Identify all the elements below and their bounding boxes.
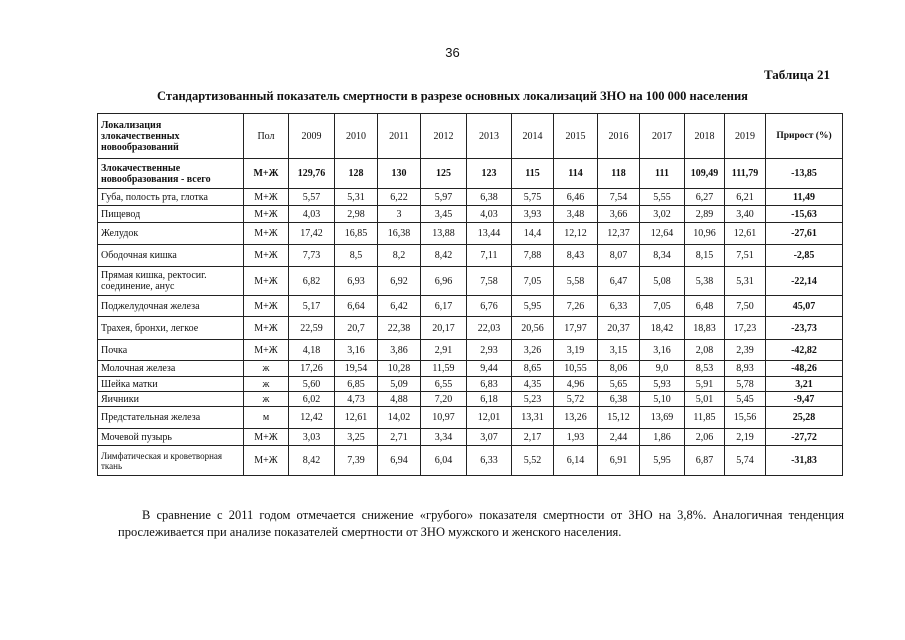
value-cell: 17,26	[289, 361, 335, 377]
sex-cell: М+Ж	[244, 296, 289, 317]
localization-cell: Пищевод	[98, 206, 244, 223]
value-cell: 7,26	[554, 296, 598, 317]
value-cell: 6,42	[378, 296, 421, 317]
table-row	[98, 189, 843, 206]
sex-cell: М+Ж	[244, 446, 289, 476]
table-body	[98, 159, 843, 476]
value-cell: 109,49	[685, 159, 725, 189]
growth-cell: -13,85	[766, 159, 843, 189]
value-cell: 4,96	[554, 377, 598, 392]
value-cell: 6,55	[421, 377, 467, 392]
value-cell: 3,03	[289, 429, 335, 446]
value-cell: 8,42	[289, 446, 335, 476]
growth-cell: -15,63	[766, 206, 843, 223]
localization-cell: Предстательная железа	[98, 407, 244, 429]
value-cell: 125	[421, 159, 467, 189]
value-cell: 11,85	[685, 407, 725, 429]
value-cell: 7,58	[467, 267, 512, 296]
value-cell: 17,97	[554, 317, 598, 340]
value-cell: 5,38	[685, 267, 725, 296]
value-cell: 8,34	[640, 245, 685, 267]
value-cell: 15,56	[725, 407, 766, 429]
value-cell: 12,64	[640, 223, 685, 245]
sex-cell: М+Ж	[244, 317, 289, 340]
body-paragraph	[118, 507, 844, 541]
table-row	[98, 340, 843, 361]
value-cell: 3,07	[467, 429, 512, 446]
sex-cell: ж	[244, 361, 289, 377]
value-cell: 4,03	[289, 206, 335, 223]
sex-cell: М+Ж	[244, 223, 289, 245]
value-cell: 12,37	[598, 223, 640, 245]
value-cell: 2,19	[725, 429, 766, 446]
growth-cell: -9,47	[766, 392, 843, 407]
value-cell: 2,06	[685, 429, 725, 446]
value-cell: 2,08	[685, 340, 725, 361]
value-cell: 5,93	[640, 377, 685, 392]
table-row	[98, 429, 843, 446]
value-cell: 3,34	[421, 429, 467, 446]
body-paragraph-text: В сравнение с 2011 годом отмечается снижение «грубого» показателя смертности от ЗНО на 3,8%. Аналогичная тенденция прослеживается при анализе показателей смертности от ЗНО мужского и женского населения.	[118, 508, 844, 539]
header-year: 2014	[512, 114, 554, 159]
value-cell: 9,44	[467, 361, 512, 377]
value-cell: 5,95	[512, 296, 554, 317]
value-cell: 5,55	[640, 189, 685, 206]
value-cell: 114	[554, 159, 598, 189]
value-cell: 7,50	[725, 296, 766, 317]
localization-cell: Молочная железа	[98, 361, 244, 377]
value-cell: 6,94	[378, 446, 421, 476]
value-cell: 3,26	[512, 340, 554, 361]
mortality-table	[97, 113, 843, 476]
value-cell: 2,44	[598, 429, 640, 446]
value-cell: 13,88	[421, 223, 467, 245]
value-cell: 4,03	[467, 206, 512, 223]
value-cell: 6,92	[378, 267, 421, 296]
value-cell: 5,60	[289, 377, 335, 392]
header-year: 2012	[421, 114, 467, 159]
value-cell: 5,23	[512, 392, 554, 407]
sex-cell: М+Ж	[244, 340, 289, 361]
value-cell: 115	[512, 159, 554, 189]
sex-cell: М+Ж	[244, 429, 289, 446]
value-cell: 7,05	[640, 296, 685, 317]
header-localization: Локализация злокачественных новообразований	[98, 114, 244, 159]
value-cell: 6,46	[554, 189, 598, 206]
value-cell: 130	[378, 159, 421, 189]
localization-cell: Прямая кишка, ректосиг. соединение, анус	[98, 267, 244, 296]
header-sex: Пол	[244, 114, 289, 159]
value-cell: 1,93	[554, 429, 598, 446]
value-cell: 3,16	[335, 340, 378, 361]
table-label: Таблица 21	[763, 67, 830, 82]
value-cell: 8,65	[512, 361, 554, 377]
value-cell: 18,42	[640, 317, 685, 340]
table-row	[98, 446, 843, 476]
value-cell: 15,12	[598, 407, 640, 429]
growth-cell: -22,14	[766, 267, 843, 296]
value-cell: 6,17	[421, 296, 467, 317]
localization-cell: Злокачественные новообразования - всего	[98, 159, 244, 189]
value-cell: 2,39	[725, 340, 766, 361]
value-cell: 2,93	[467, 340, 512, 361]
value-cell: 5,91	[685, 377, 725, 392]
value-cell: 14,4	[512, 223, 554, 245]
growth-cell: 45,07	[766, 296, 843, 317]
value-cell: 10,96	[685, 223, 725, 245]
value-cell: 2,71	[378, 429, 421, 446]
value-cell: 4,73	[335, 392, 378, 407]
table-row	[98, 159, 843, 189]
value-cell: 6,33	[598, 296, 640, 317]
value-cell: 9,0	[640, 361, 685, 377]
value-cell: 8,93	[725, 361, 766, 377]
value-cell: 6,18	[467, 392, 512, 407]
value-cell: 6,27	[685, 189, 725, 206]
value-cell: 7,39	[335, 446, 378, 476]
value-cell: 5,95	[640, 446, 685, 476]
value-cell: 5,08	[640, 267, 685, 296]
value-cell: 20,7	[335, 317, 378, 340]
value-cell: 7,54	[598, 189, 640, 206]
value-cell: 8,42	[421, 245, 467, 267]
value-cell: 3,93	[512, 206, 554, 223]
localization-cell: Ободочная кишка	[98, 245, 244, 267]
value-cell: 8,5	[335, 245, 378, 267]
value-cell: 13,31	[512, 407, 554, 429]
value-cell: 2,98	[335, 206, 378, 223]
value-cell: 5,75	[512, 189, 554, 206]
value-cell: 10,97	[421, 407, 467, 429]
value-cell: 5,45	[725, 392, 766, 407]
sex-cell: М+Ж	[244, 189, 289, 206]
value-cell: 3,02	[640, 206, 685, 223]
value-cell: 3,16	[640, 340, 685, 361]
value-cell: 8,15	[685, 245, 725, 267]
value-cell: 6,22	[378, 189, 421, 206]
growth-cell: -27,72	[766, 429, 843, 446]
value-cell: 20,17	[421, 317, 467, 340]
value-cell: 6,33	[467, 446, 512, 476]
value-cell: 16,38	[378, 223, 421, 245]
value-cell: 5,97	[421, 189, 467, 206]
value-cell: 4,88	[378, 392, 421, 407]
sex-cell: ж	[244, 392, 289, 407]
value-cell: 6,91	[598, 446, 640, 476]
value-cell: 5,78	[725, 377, 766, 392]
value-cell: 6,82	[289, 267, 335, 296]
value-cell: 5,72	[554, 392, 598, 407]
value-cell: 5,65	[598, 377, 640, 392]
value-cell: 2,89	[685, 206, 725, 223]
value-cell: 11,59	[421, 361, 467, 377]
sex-cell: М+Ж	[244, 206, 289, 223]
value-cell: 4,18	[289, 340, 335, 361]
value-cell: 12,61	[725, 223, 766, 245]
value-cell: 8,43	[554, 245, 598, 267]
value-cell: 13,44	[467, 223, 512, 245]
value-cell: 6,38	[467, 189, 512, 206]
value-cell: 128	[335, 159, 378, 189]
table-row	[98, 296, 843, 317]
localization-cell: Почка	[98, 340, 244, 361]
value-cell: 5,31	[335, 189, 378, 206]
value-cell: 13,69	[640, 407, 685, 429]
localization-cell: Поджелудочная железа	[98, 296, 244, 317]
value-cell: 22,59	[289, 317, 335, 340]
value-cell: 6,02	[289, 392, 335, 407]
value-cell: 3,45	[421, 206, 467, 223]
table-row	[98, 317, 843, 340]
value-cell: 7,88	[512, 245, 554, 267]
value-cell: 6,47	[598, 267, 640, 296]
header-year: 2011	[378, 114, 421, 159]
header-year: 2019	[725, 114, 766, 159]
value-cell: 6,85	[335, 377, 378, 392]
sex-cell: ж	[244, 377, 289, 392]
value-cell: 17,23	[725, 317, 766, 340]
value-cell: 123	[467, 159, 512, 189]
growth-cell: 25,28	[766, 407, 843, 429]
sex-cell: М+Ж	[244, 267, 289, 296]
value-cell: 8,07	[598, 245, 640, 267]
value-cell: 10,55	[554, 361, 598, 377]
value-cell: 6,76	[467, 296, 512, 317]
value-cell: 12,42	[289, 407, 335, 429]
value-cell: 7,51	[725, 245, 766, 267]
value-cell: 3,15	[598, 340, 640, 361]
value-cell: 6,83	[467, 377, 512, 392]
sex-cell: м	[244, 407, 289, 429]
value-cell: 13,26	[554, 407, 598, 429]
header-year: 2018	[685, 114, 725, 159]
value-cell: 6,14	[554, 446, 598, 476]
localization-cell: Трахея, бронхи, легкое	[98, 317, 244, 340]
value-cell: 5,58	[554, 267, 598, 296]
sex-cell: М+Ж	[244, 245, 289, 267]
value-cell: 6,04	[421, 446, 467, 476]
value-cell: 6,38	[598, 392, 640, 407]
sex-cell: М+Ж	[244, 159, 289, 189]
value-cell: 10,28	[378, 361, 421, 377]
localization-cell: Желудок	[98, 223, 244, 245]
value-cell: 3,40	[725, 206, 766, 223]
growth-cell: -2,85	[766, 245, 843, 267]
growth-cell: -42,82	[766, 340, 843, 361]
value-cell: 7,05	[512, 267, 554, 296]
header-row	[98, 114, 843, 159]
value-cell: 12,12	[554, 223, 598, 245]
value-cell: 3,25	[335, 429, 378, 446]
header-year: 2017	[640, 114, 685, 159]
value-cell: 22,03	[467, 317, 512, 340]
growth-cell: -23,73	[766, 317, 843, 340]
value-cell: 111	[640, 159, 685, 189]
table-title: Стандартизованный показатель смертности в разрезе основных локализаций ЗНО на 100 000 населения	[157, 89, 748, 103]
value-cell: 6,93	[335, 267, 378, 296]
table-row	[98, 245, 843, 267]
value-cell: 5,17	[289, 296, 335, 317]
value-cell: 3,48	[554, 206, 598, 223]
value-cell: 1,86	[640, 429, 685, 446]
value-cell: 6,48	[685, 296, 725, 317]
table-row	[98, 377, 843, 392]
table-row	[98, 267, 843, 296]
value-cell: 3,66	[598, 206, 640, 223]
value-cell: 129,76	[289, 159, 335, 189]
value-cell: 6,87	[685, 446, 725, 476]
value-cell: 22,38	[378, 317, 421, 340]
value-cell: 5,74	[725, 446, 766, 476]
value-cell: 7,73	[289, 245, 335, 267]
table-row	[98, 223, 843, 245]
table-row	[98, 361, 843, 377]
growth-cell: -48,26	[766, 361, 843, 377]
header-growth: Прирост (%)	[766, 114, 843, 159]
table-row	[98, 392, 843, 407]
header-year: 2013	[467, 114, 512, 159]
value-cell: 17,42	[289, 223, 335, 245]
growth-cell: -31,83	[766, 446, 843, 476]
localization-cell: Губа, полость рта, глотка	[98, 189, 244, 206]
value-cell: 5,10	[640, 392, 685, 407]
value-cell: 7,11	[467, 245, 512, 267]
value-cell: 14,02	[378, 407, 421, 429]
value-cell: 5,01	[685, 392, 725, 407]
localization-cell: Яичники	[98, 392, 244, 407]
value-cell: 5,57	[289, 189, 335, 206]
value-cell: 3,19	[554, 340, 598, 361]
table-row	[98, 407, 843, 429]
value-cell: 111,79	[725, 159, 766, 189]
value-cell: 20,37	[598, 317, 640, 340]
value-cell: 118	[598, 159, 640, 189]
header-year: 2015	[554, 114, 598, 159]
value-cell: 3	[378, 206, 421, 223]
value-cell: 20,56	[512, 317, 554, 340]
value-cell: 7,20	[421, 392, 467, 407]
growth-cell: 11,49	[766, 189, 843, 206]
value-cell: 5,09	[378, 377, 421, 392]
localization-cell: Мочевой пузырь	[98, 429, 244, 446]
value-cell: 12,01	[467, 407, 512, 429]
value-cell: 6,96	[421, 267, 467, 296]
value-cell: 3,86	[378, 340, 421, 361]
value-cell: 8,2	[378, 245, 421, 267]
value-cell: 12,61	[335, 407, 378, 429]
value-cell: 2,17	[512, 429, 554, 446]
value-cell: 18,83	[685, 317, 725, 340]
value-cell: 6,64	[335, 296, 378, 317]
value-cell: 16,85	[335, 223, 378, 245]
header-year: 2016	[598, 114, 640, 159]
localization-cell: Лимфатическая и кроветворная ткань	[98, 446, 244, 476]
growth-cell: -27,61	[766, 223, 843, 245]
table-row	[98, 206, 843, 223]
value-cell: 8,53	[685, 361, 725, 377]
value-cell: 19,54	[335, 361, 378, 377]
growth-cell: 3,21	[766, 377, 843, 392]
value-cell: 6,21	[725, 189, 766, 206]
value-cell: 2,91	[421, 340, 467, 361]
localization-cell: Шейка матки	[98, 377, 244, 392]
value-cell: 5,31	[725, 267, 766, 296]
header-year: 2009	[289, 114, 335, 159]
page-number: 36	[445, 45, 460, 60]
header-year: 2010	[335, 114, 378, 159]
value-cell: 8,06	[598, 361, 640, 377]
value-cell: 5,52	[512, 446, 554, 476]
value-cell: 4,35	[512, 377, 554, 392]
